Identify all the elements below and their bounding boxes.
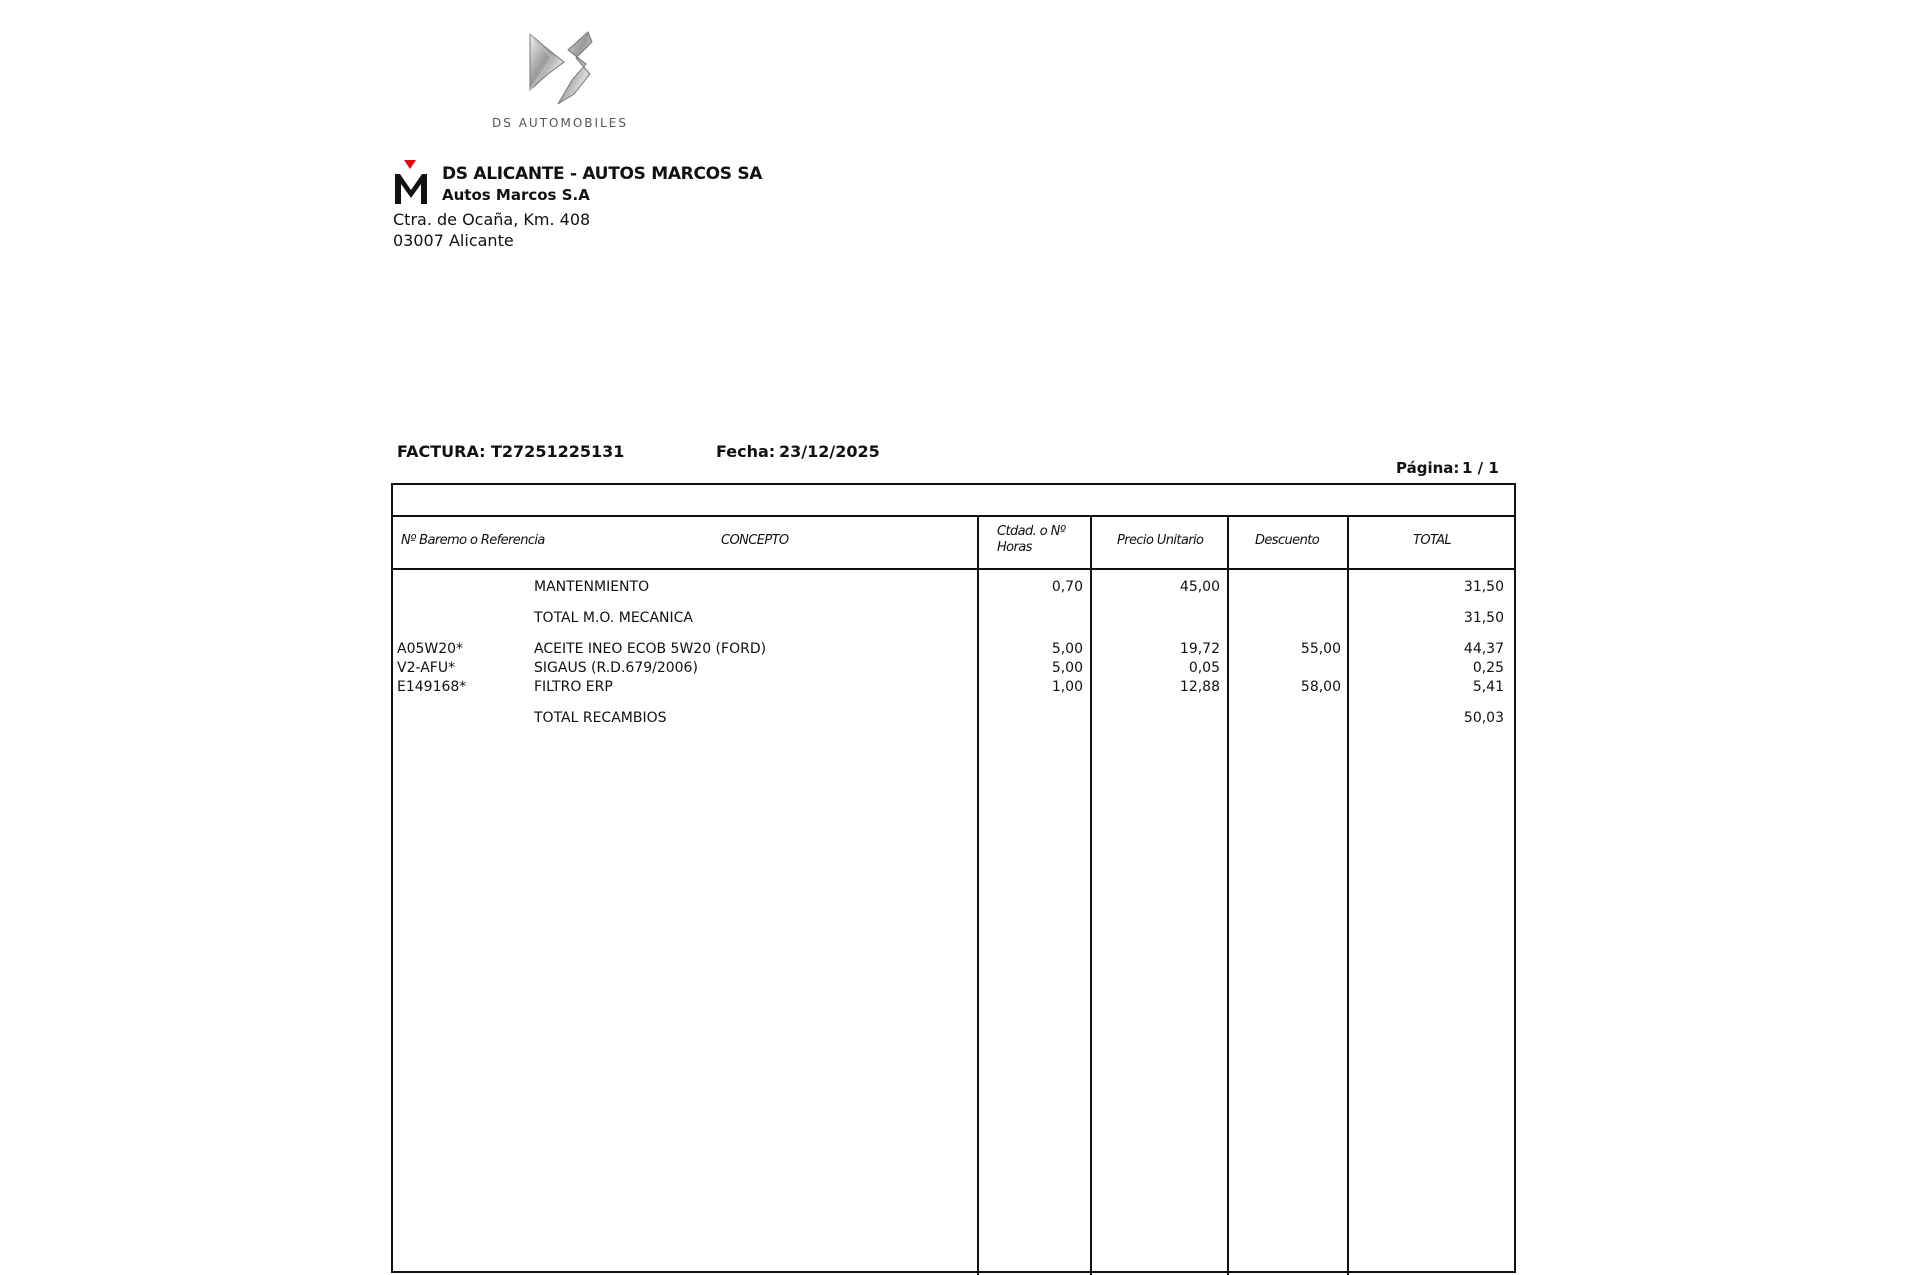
- cell-ref: V2-AFU*: [397, 660, 456, 676]
- cell-concepto: ACEITE INEO ECOB 5W20 (FORD): [534, 641, 767, 657]
- header-top-rule: [393, 515, 1514, 517]
- col-rule-descuento: [1227, 515, 1229, 1275]
- header-bottom-rule: [393, 568, 1514, 570]
- dealer-city: 03007 Alicante: [393, 231, 514, 250]
- dealer-street: Ctra. de Ocaña, Km. 408: [393, 210, 591, 229]
- cell-ref: A05W20*: [397, 641, 464, 657]
- cell-precio: 19,72: [1179, 641, 1220, 657]
- fecha-value: 23/12/2025: [779, 442, 880, 461]
- cell-concepto: TOTAL RECAMBIOS: [534, 710, 667, 726]
- dealer-name: DS ALICANTE - AUTOS MARCOS SA: [442, 164, 763, 184]
- cell-total: 31,50: [1463, 610, 1504, 626]
- factura-number: T27251225131: [491, 442, 625, 461]
- header-precio: Precio Unitario: [1117, 533, 1204, 548]
- cell-precio: 45,00: [1179, 579, 1220, 595]
- col-rule-precio: [1090, 515, 1092, 1275]
- brand-wordmark: DS AUTOMOBILES: [492, 116, 628, 130]
- cell-total: 0,25: [1472, 660, 1504, 676]
- factura-label: FACTURA:: [397, 442, 486, 461]
- m-dealer-icon: [395, 160, 427, 204]
- brand-logo: [480, 30, 640, 130]
- col-rule-cantidad: [977, 515, 979, 1275]
- cell-total: 5,41: [1472, 679, 1504, 695]
- cell-cantidad: 0,70: [1051, 579, 1083, 595]
- pagina-value: 1 / 1: [1462, 459, 1499, 477]
- ds-emblem-icon: [524, 30, 596, 110]
- dealer-subname: Autos Marcos S.A: [442, 186, 590, 204]
- header-concepto: CONCEPTO: [721, 533, 789, 548]
- cell-concepto: MANTENMIENTO: [534, 579, 650, 595]
- invoice-table: [391, 483, 1516, 1273]
- cell-cantidad: 5,00: [1051, 660, 1083, 676]
- fecha-label: Fecha:: [716, 442, 776, 461]
- cell-cantidad: 1,00: [1051, 679, 1083, 695]
- cell-descuento: 55,00: [1300, 641, 1341, 657]
- cell-cantidad: 5,00: [1051, 641, 1083, 657]
- pagina-label: Página:: [1396, 459, 1460, 477]
- header-cantidad-line1: Ctdad. o Nº: [997, 524, 1066, 539]
- cell-precio: 0,05: [1188, 660, 1220, 676]
- header-cantidad-line2: Horas: [997, 540, 1032, 555]
- cell-total: 31,50: [1463, 579, 1504, 595]
- cell-precio: 12,88: [1179, 679, 1220, 695]
- cell-total: 44,37: [1463, 641, 1504, 657]
- header-cantidad: [997, 524, 1065, 556]
- header-descuento: Descuento: [1255, 533, 1320, 548]
- header-referencia: Nº Baremo o Referencia: [401, 533, 545, 548]
- cell-total: 50,03: [1463, 710, 1504, 726]
- cell-concepto: SIGAUS (R.D.679/2006): [534, 660, 698, 676]
- cell-ref: E149168*: [397, 679, 467, 695]
- cell-descuento: 58,00: [1300, 679, 1341, 695]
- header-total: TOTAL: [1413, 533, 1452, 548]
- cell-concepto: TOTAL M.O. MECANICA: [534, 610, 693, 626]
- col-rule-total: [1347, 515, 1349, 1275]
- cell-concepto: FILTRO ERP: [534, 679, 613, 695]
